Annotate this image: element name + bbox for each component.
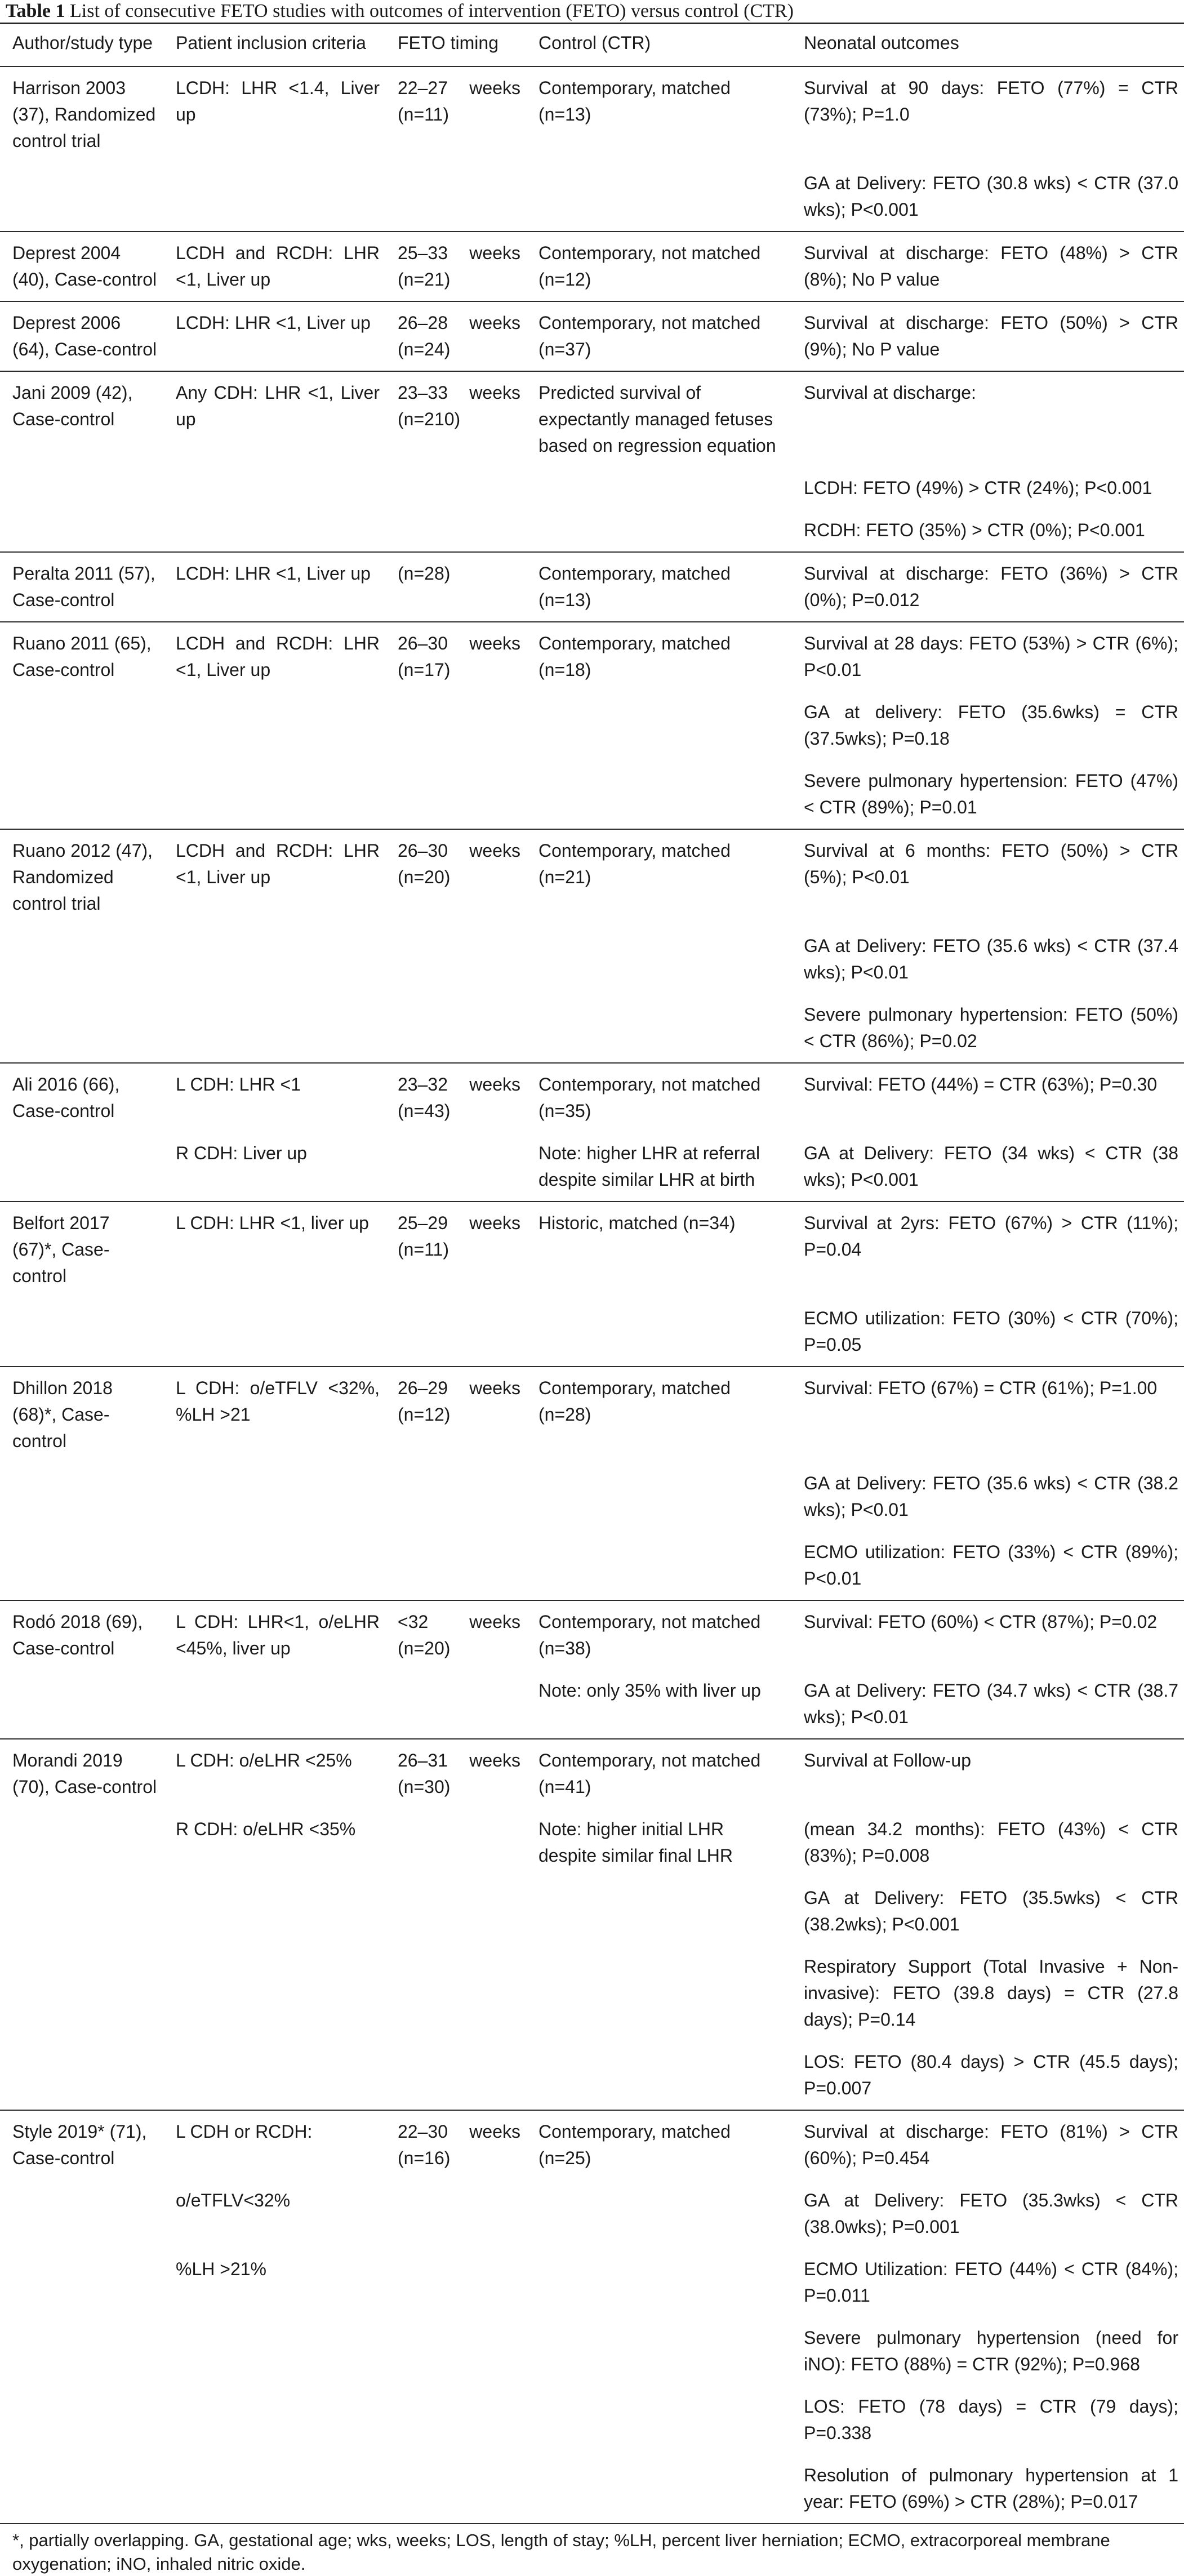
cell-outcome: LOS: FETO (78 days) = CTR (79 days); P=0.338 [804, 2396, 1178, 2443]
cell-timing [385, 2386, 526, 2454]
cell-author [0, 1808, 163, 1877]
cell-criteria: L CDH: LHR <1, liver up [163, 1202, 385, 1297]
cell-author [0, 1531, 163, 1600]
cell-author [0, 2317, 163, 2386]
header-outcomes: Neonatal outcomes [791, 24, 1184, 67]
cell-control [526, 691, 791, 760]
table-header-row [0, 24, 1184, 67]
cell-author: Ruano 2012 (47), Randomized control trial [0, 829, 163, 925]
cell-control: Contemporary, matched (n=25) [526, 2110, 791, 2179]
table-row [0, 467, 1184, 509]
cell-timing: 26–28 weeks (n=24) [385, 301, 526, 371]
cell-timing: 22–30 weeks (n=16) [385, 2110, 526, 2179]
table-caption [0, 0, 1184, 23]
cell-outcome: LOS: FETO (80.4 days) > CTR (45.5 days); P=0.007 [804, 2052, 1178, 2098]
cell-author: Style 2019* (71), Case-control [0, 2110, 163, 2179]
cell-outcome: RCDH: FETO (35%) > CTR (0%); P<0.001 [804, 520, 1145, 540]
cell-author [0, 994, 163, 1063]
cell-timing: 26–31 weeks (n=30) [385, 1739, 526, 1808]
cell-control [526, 467, 791, 509]
cell-control [526, 994, 791, 1063]
cell-outcome: Severe pulmonary hypertension: FETO (47%) < CTR (89%); P=0.01 [804, 771, 1178, 817]
cell-criteria [163, 1877, 385, 1946]
cell-author [0, 925, 163, 994]
cell-timing: <32 weeks (n=20) [385, 1600, 526, 1670]
feto-studies-table [0, 23, 1184, 2523]
table-row [0, 1808, 1184, 1877]
cell-timing [385, 1670, 526, 1739]
cell-control [526, 925, 791, 994]
cell-criteria: R CDH: o/eLHR <35% [176, 1819, 356, 1839]
cell-outcome: Survival: FETO (60%) < CTR (87%); P=0.02 [791, 1600, 1184, 1670]
cell-control: Predicted survival of expectantly managed fetuses based on regression equation [526, 371, 791, 467]
cell-author [0, 2454, 163, 2523]
cell-outcome: Survival at 2yrs: FETO (67%) > CTR (11%); P=0.04 [791, 1202, 1184, 1297]
cell-criteria: L CDH: LHR <1 [163, 1063, 385, 1132]
table-row [0, 2454, 1184, 2523]
cell-outcome: GA at Delivery: FETO (35.6 wks) < CTR (38.2 wks); P<0.01 [804, 1473, 1178, 1520]
cell-outcome: Survival at 6 months: FETO (50%) > CTR (5%); P<0.01 [791, 829, 1184, 925]
cell-control [526, 2248, 791, 2317]
cell-criteria [163, 2386, 385, 2454]
cell-criteria [163, 994, 385, 1063]
cell-author [0, 2041, 163, 2110]
cell-timing [385, 2317, 526, 2386]
table-row [0, 1946, 1184, 2041]
cell-timing [385, 2041, 526, 2110]
cell-criteria: LCDH: LHR <1, Liver up [163, 301, 385, 371]
table-body [0, 66, 1184, 2523]
cell-outcome: ECMO utilization: FETO (33%) < CTR (89%); P<0.01 [804, 1542, 1178, 1589]
table-row [0, 2041, 1184, 2110]
table-row [0, 1297, 1184, 1367]
cell-criteria: LCDH: LHR <1.4, Liver up [176, 78, 380, 124]
table-row [0, 2179, 1184, 2248]
cell-control [526, 2317, 791, 2386]
cell-author: Rodó 2018 (69), Case-control [0, 1600, 163, 1670]
table-caption-label: Table 1 [6, 1, 65, 21]
cell-criteria [163, 760, 385, 829]
cell-author: Dhillon 2018 (68)*, Case-control [0, 1367, 163, 1462]
cell-outcome: Survival at 28 days: FETO (53%) > CTR (6%); P<0.01 [791, 622, 1184, 691]
cell-criteria [163, 509, 385, 552]
cell-criteria: L CDH or RCDH: [163, 2110, 385, 2179]
cell-outcome: GA at Delivery: FETO (35.3wks) < CTR (38.0wks); P=0.001 [804, 2190, 1178, 2237]
cell-control [526, 1946, 791, 2041]
cell-author [0, 1462, 163, 1531]
cell-criteria: LCDH and RCDH: LHR <1, Liver up [163, 622, 385, 691]
cell-author [0, 1132, 163, 1202]
cell-control [526, 2041, 791, 2110]
cell-control [526, 1531, 791, 1600]
table-row [0, 1367, 1184, 1462]
cell-timing: 26–29 weeks (n=12) [385, 1367, 526, 1462]
cell-control [526, 1297, 791, 1367]
cell-author: Ruano 2011 (65), Case-control [0, 622, 163, 691]
cell-criteria [163, 1531, 385, 1600]
cell-outcome: Survival: FETO (67%) = CTR (61%); P=1.00 [791, 1367, 1184, 1462]
header-timing: FETO timing [385, 24, 526, 67]
cell-timing [385, 691, 526, 760]
cell-author [0, 1946, 163, 2041]
cell-timing [385, 1946, 526, 2041]
cell-control: Contemporary, not matched (n=35) [526, 1063, 791, 1132]
cell-timing: (n=28) [385, 552, 526, 622]
cell-author [0, 509, 163, 552]
cell-criteria: o/eTFLV<32% [176, 2190, 291, 2210]
cell-author: Morandi 2019 (70), Case-control [0, 1739, 163, 1808]
table-row [0, 371, 1184, 467]
cell-author: Jani 2009 (42), Case-control [0, 371, 163, 467]
table-row [0, 1531, 1184, 1600]
cell-outcome: GA at delivery: FETO (35.6wks) = CTR (37.5wks); P=0.18 [804, 702, 1178, 749]
table-row [0, 760, 1184, 829]
cell-timing [385, 2454, 526, 2523]
cell-author [0, 2248, 163, 2317]
cell-outcome: GA at Delivery: FETO (35.6 wks) < CTR (37.4 wks); P<0.01 [804, 936, 1178, 982]
cell-outcome: GA at Delivery: FETO (34.7 wks) < CTR (38.7 wks); P<0.01 [804, 1680, 1178, 1727]
table-row [0, 552, 1184, 622]
cell-control: Note: higher LHR at referral despite similar LHR at birth [538, 1143, 760, 1190]
cell-timing [385, 1297, 526, 1367]
cell-control: Note: higher initial LHR despite similar final LHR [538, 1819, 733, 1866]
cell-timing [385, 509, 526, 552]
cell-control [526, 760, 791, 829]
table-row [0, 301, 1184, 371]
cell-timing [385, 1132, 526, 1202]
cell-criteria: R CDH: Liver up [176, 1143, 307, 1163]
cell-control: Contemporary, not matched (n=12) [526, 232, 791, 301]
cell-timing [385, 994, 526, 1063]
cell-outcome: ECMO Utilization: FETO (44%) < CTR (84%); P=0.011 [804, 2259, 1178, 2306]
cell-control: Contemporary, matched (n=13) [526, 552, 791, 622]
cell-outcome: GA at Delivery: FETO (35.5wks) < CTR (38.2wks); P<0.001 [804, 1888, 1178, 1934]
cell-outcome: GA at Delivery: FETO (34 wks) < CTR (38 wks); P<0.001 [804, 1143, 1178, 1190]
table-row [0, 622, 1184, 691]
cell-author [0, 1297, 163, 1367]
cell-control [526, 1877, 791, 1946]
cell-control: Historic, matched (n=34) [526, 1202, 791, 1297]
table-row [0, 1600, 1184, 1670]
cell-outcome: ECMO utilization: FETO (30%) < CTR (70%); P=0.05 [804, 1308, 1178, 1355]
cell-outcome: Resolution of pulmonary hypertension at 1 year: FETO (69%) > CTR (28%); P=0.017 [804, 2465, 1178, 2512]
cell-outcome: Severe pulmonary hypertension: FETO (50%) < CTR (86%); P=0.02 [804, 1004, 1178, 1051]
cell-control [526, 2454, 791, 2523]
table-row [0, 2110, 1184, 2179]
cell-outcome: LCDH: FETO (49%) > CTR (24%); P<0.001 [804, 478, 1152, 498]
cell-outcome: Survival at 90 days: FETO (77%) = CTR (73%); P=1.0 [804, 78, 1178, 124]
cell-criteria [163, 1462, 385, 1531]
cell-outcome: Survival at discharge: FETO (48%) > CTR (8%); No P value [791, 232, 1184, 301]
cell-author: Ali 2016 (66), Case-control [0, 1063, 163, 1132]
cell-control: Contemporary, not matched (n=41) [526, 1739, 791, 1808]
table-row [0, 232, 1184, 301]
cell-criteria [163, 2454, 385, 2523]
cell-outcome: Survival at discharge: FETO (81%) > CTR (60%); P=0.454 [791, 2110, 1184, 2179]
cell-criteria: L CDH: o/eTFLV <32%, %LH >21 [163, 1367, 385, 1462]
cell-timing [385, 1531, 526, 1600]
cell-criteria [163, 2041, 385, 2110]
cell-timing [385, 760, 526, 829]
cell-timing [385, 2248, 526, 2317]
cell-criteria [163, 2317, 385, 2386]
cell-control [526, 509, 791, 552]
table-row [0, 1877, 1184, 1946]
header-author: Author/study type [0, 24, 163, 67]
cell-control: Contemporary, matched (n=13) [538, 78, 731, 124]
cell-criteria [163, 467, 385, 509]
cell-criteria [163, 1946, 385, 2041]
table-row [0, 1132, 1184, 1202]
table-caption-text: List of consecutive FETO studies with outcomes of intervention (FETO) versus control (CTR) [70, 1, 794, 21]
cell-criteria [163, 1297, 385, 1367]
cell-author: Deprest 2004 (40), Case-control [0, 232, 163, 301]
cell-control: Contemporary, not matched (n=38) [526, 1600, 791, 1670]
cell-author [0, 1877, 163, 1946]
table-row [0, 1063, 1184, 1132]
cell-author [0, 760, 163, 829]
cell-control: Contemporary, matched (n=21) [526, 829, 791, 925]
table-row [0, 925, 1184, 994]
cell-outcome: Survival: FETO (44%) = CTR (63%); P=0.30 [791, 1063, 1184, 1132]
cell-criteria: LCDH and RCDH: LHR <1, Liver up [163, 232, 385, 301]
cell-control [526, 2386, 791, 2454]
cell-criteria [163, 162, 385, 232]
header-control: Control (CTR) [526, 24, 791, 67]
table-row [0, 2248, 1184, 2317]
table-row [0, 509, 1184, 552]
cell-control [526, 1462, 791, 1531]
cell-author [0, 1670, 163, 1739]
cell-timing: 22–27 weeks (n=11) [398, 78, 520, 124]
cell-control: Note: only 35% with liver up [538, 1680, 761, 1701]
cell-timing [385, 1462, 526, 1531]
cell-criteria [163, 1670, 385, 1739]
cell-outcome: Severe pulmonary hypertension (need for iNO): FETO (88%) = CTR (92%); P=0.968 [804, 2328, 1178, 2374]
cell-author [0, 691, 163, 760]
cell-control [526, 2179, 791, 2248]
cell-timing [385, 925, 526, 994]
table-row [0, 994, 1184, 1063]
cell-timing: 23–33 weeks (n=210) [385, 371, 526, 467]
table-row [0, 2317, 1184, 2386]
cell-criteria [163, 925, 385, 994]
cell-outcome: Survival at Follow-up [791, 1739, 1184, 1808]
cell-criteria: LCDH and RCDH: LHR <1, Liver up [163, 829, 385, 925]
cell-timing: 25–29 weeks (n=11) [385, 1202, 526, 1297]
cell-timing [385, 1808, 526, 1877]
header-criteria: Patient inclusion criteria [163, 24, 385, 67]
cell-outcome: Respiratory Support (Total Invasive + Non-invasive): FETO (39.8 days) = CTR (27.8 days); P=0.14 [804, 1956, 1178, 2030]
cell-timing [385, 1877, 526, 1946]
table-row [0, 691, 1184, 760]
cell-outcome: Survival at discharge: FETO (50%) > CTR (9%); No P value [791, 301, 1184, 371]
cell-author [0, 2386, 163, 2454]
cell-control [526, 162, 791, 232]
cell-timing: 23–32 weeks (n=43) [385, 1063, 526, 1132]
cell-timing: 26–30 weeks (n=17) [385, 622, 526, 691]
table-row [0, 829, 1184, 925]
cell-author [0, 162, 163, 232]
cell-author: Peralta 2011 (57), Case-control [0, 552, 163, 622]
cell-author [0, 467, 163, 509]
table-row [0, 162, 1184, 232]
cell-criteria: L CDH: LHR<1, o/eLHR <45%, liver up [163, 1600, 385, 1670]
cell-outcome: GA at Delivery: FETO (30.8 wks) < CTR (37.0 wks); P<0.001 [804, 173, 1178, 220]
cell-criteria: %LH >21% [176, 2259, 266, 2279]
cell-criteria [163, 691, 385, 760]
table-row [0, 1670, 1184, 1739]
table-row [0, 2386, 1184, 2454]
cell-timing [385, 162, 526, 232]
table-row [0, 66, 1184, 162]
cell-criteria: LCDH: LHR <1, Liver up [163, 552, 385, 622]
table-row [0, 1202, 1184, 1297]
cell-timing [385, 2179, 526, 2248]
cell-control: Contemporary, matched (n=28) [526, 1367, 791, 1462]
cell-author: Belfort 2017 (67)*, Case-control [0, 1202, 163, 1297]
cell-timing: 25–33 weeks (n=21) [385, 232, 526, 301]
table-row [0, 1462, 1184, 1531]
cell-control: Contemporary, matched (n=18) [526, 622, 791, 691]
table-row [0, 1739, 1184, 1808]
cell-outcome: Survival at discharge: [791, 371, 1184, 467]
cell-author: Deprest 2006 (64), Case-control [0, 301, 163, 371]
cell-timing [385, 467, 526, 509]
cell-control: Contemporary, not matched (n=37) [526, 301, 791, 371]
cell-timing: 26–30 weeks (n=20) [385, 829, 526, 925]
cell-outcome: (mean 34.2 months): FETO (43%) < CTR (83%); P=0.008 [804, 1819, 1178, 1866]
table-footnote: *, partially overlapping. GA, gestational age; wks, weeks; LOS, length of stay; %LH, percent liver herniation; ECMO, extracorporeal membrane oxygenation; iNO, inhaled nitric oxide. [0, 2523, 1184, 2576]
cell-author: Harrison 2003 (37), Randomized control trial [12, 78, 156, 151]
cell-outcome: Survival at discharge: FETO (36%) > CTR (0%); P=0.012 [791, 552, 1184, 622]
cell-criteria: L CDH: o/eLHR <25% [163, 1739, 385, 1808]
cell-author [0, 2179, 163, 2248]
cell-criteria: Any CDH: LHR <1, Liver up [163, 371, 385, 467]
